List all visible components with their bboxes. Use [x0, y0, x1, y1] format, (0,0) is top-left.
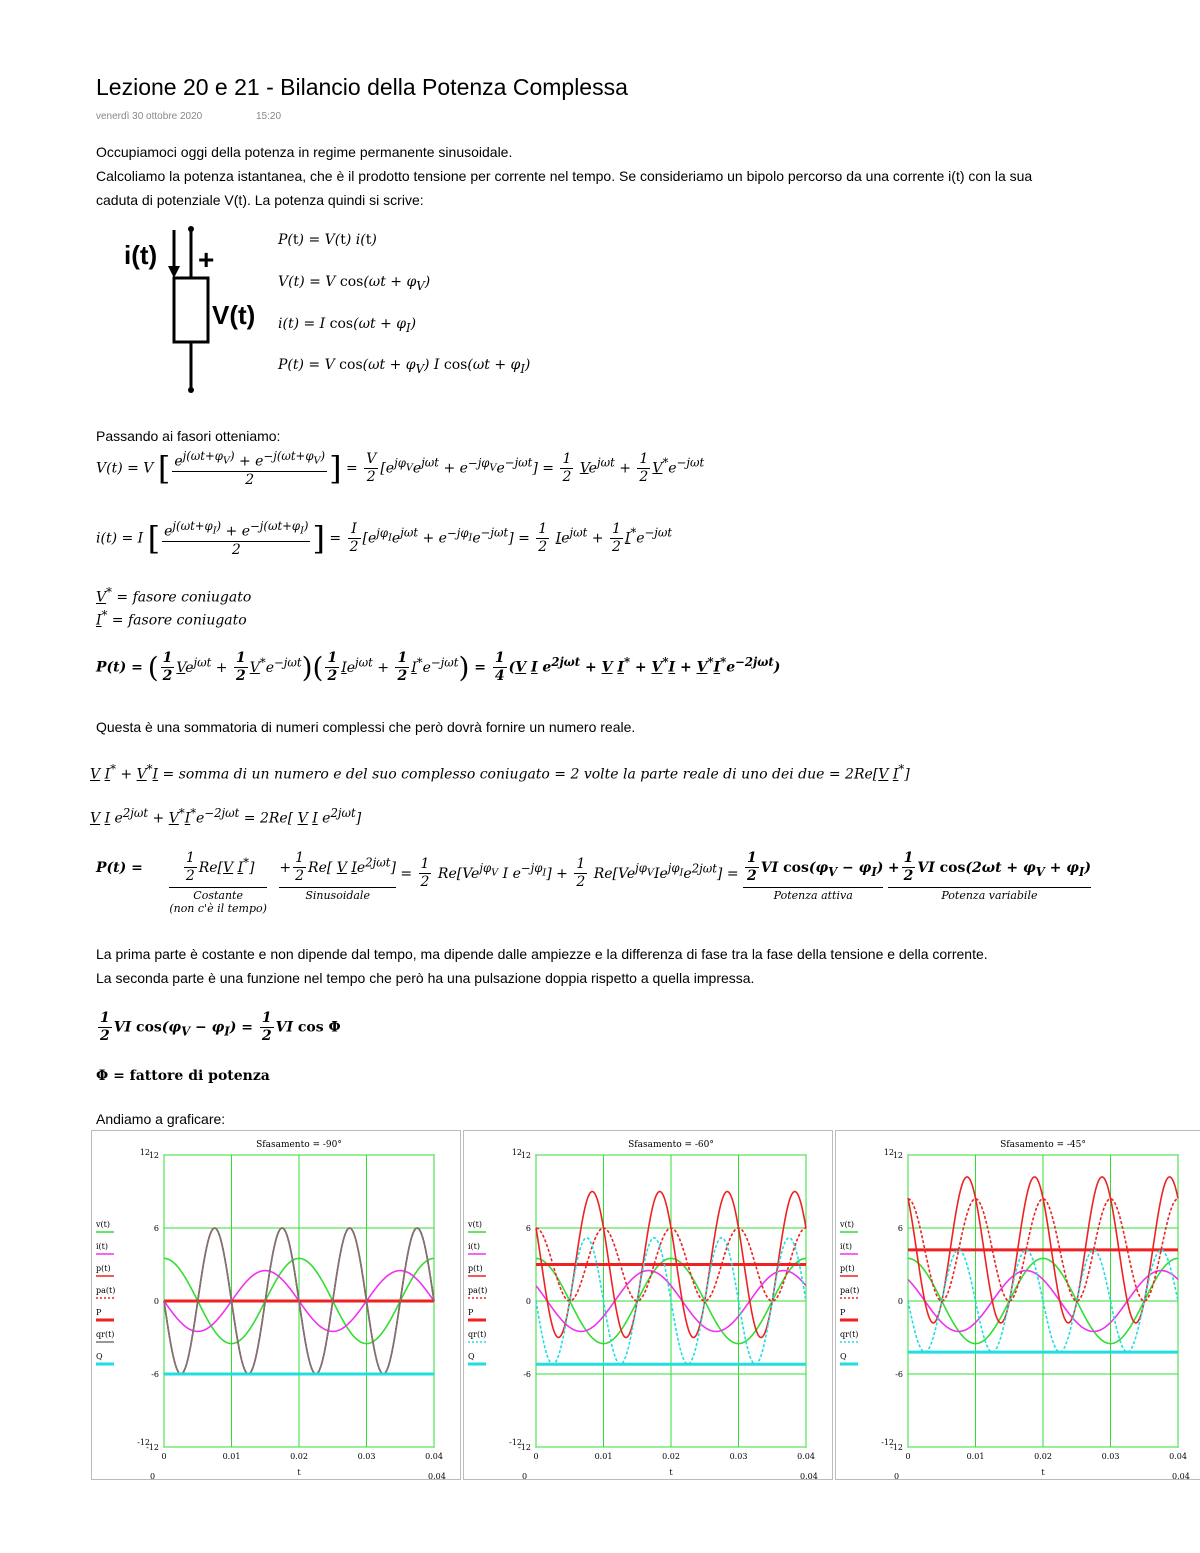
- para2-line: La seconda parte è una funzione nel tempo che però ha una pulsazione doppia rispetto a quella impressa.: [96, 970, 755, 986]
- y-corner-label: 12: [883, 1148, 894, 1157]
- label-potenza-attiva: Potenza attiva: [743, 887, 883, 902]
- para2-line: La prima parte è costante e non dipende dal tempo, ma dipende dalle ampiezze e la differenza di fase tra la fase della tensione e della corrente.: [96, 946, 988, 962]
- intro-line: Calcoliamo la potenza istantanea, che è il prodotto tensione per corrente nel tempo. Se consideriamo un bipolo percorso da una corrente i(t) con la sua: [96, 168, 1033, 184]
- legend-label: v(t): [96, 1220, 110, 1229]
- eq-sum-conjugate: V I* + V*I = somma di un numero e del suo complesso coniugato = 2 volte la parte reale di uno dei due = 2Re[V I*]: [90, 762, 910, 783]
- intro-line: caduta di potenziale V(t). La potenza quindi si scrive:: [96, 192, 424, 208]
- chart-svg: [464, 1131, 832, 1479]
- eq-cos-phi: $\frac{1}{2}$ VI $\cos(\varphi_V - \varphi_I)$ = $\frac{1}{2}$ VI cos Φ: [100, 1010, 341, 1044]
- current-label: i(t): [124, 240, 158, 270]
- x-tick-label: 0.02: [290, 1452, 308, 1461]
- y-tick-label: 0: [525, 1297, 531, 1306]
- voltage-label: V(t): [212, 300, 256, 330]
- eq-current-phasor: i(t) = I [ $\frac{e^{j(\omega t+\varphi_I)} + e^{-j(\omega t+\varphi_I)}}{2}$ ] = $\frac{I}{2}$ $[e^{j\varphi_I}e^{j\omega t} + e^{-j\varphi_I}e^{-j\omega t}]$ = $\frac{1}{2}$ $Ie^{j\omega t}$ + $\frac{1}{2}$ $I^*e^{-j\omega t}$: [96, 519, 673, 558]
- x-corner-label: 0.04: [800, 1472, 818, 1479]
- legend-label: Q: [468, 1352, 475, 1361]
- x-corner-label: 0: [894, 1472, 900, 1479]
- chart-panel-90: [91, 1130, 461, 1480]
- y-corner-label: 12: [139, 1148, 150, 1157]
- legend-label: P: [840, 1308, 846, 1317]
- x-tick-label: 0.03: [1101, 1452, 1120, 1461]
- eq-conjugate-voltage: V* = fasore coniugato: [96, 585, 252, 606]
- eq-power-expanded: P(t) = V $\cos(\omega t + \varphi_V)$ I $\cos(\omega t + \varphi_I)$: [278, 357, 531, 376]
- x-tick-label: 0: [161, 1452, 167, 1461]
- legend-label: p(t): [840, 1264, 855, 1273]
- legend-label: P: [96, 1308, 102, 1317]
- plus-label: +: [198, 244, 215, 275]
- chart-panel-60: [463, 1130, 833, 1480]
- plot-intro: Andiamo a graficare:: [96, 1111, 226, 1127]
- chart-panel-45: [835, 1130, 1200, 1480]
- x-tick-label: 0.02: [1034, 1452, 1052, 1461]
- eq-voltage-phasor: V(t) = V [ $\frac{e^{j(\omega t+\varphi_V)} + e^{-j(\omega t+\varphi_V)}}{2}$ ] = $\frac{V}{2}$ $[e^{j\varphi_V}e^{j\omega t} + e^{-j\varphi_V}e^{-j\omega t}]$ = $\frac{1}{2}$ $Ve^{j\omega t}$ + $\frac{1}{2}$ $V^*e^{-j\omega t}$: [96, 449, 705, 488]
- x-tick-label: 0.04: [425, 1452, 443, 1461]
- legend-label: i(t): [468, 1242, 481, 1251]
- chart-title: Sfasamento = -90°: [256, 1140, 342, 1150]
- legend-label: v(t): [468, 1220, 482, 1229]
- y-tick-label: 12: [148, 1151, 159, 1160]
- y-corner-label: -12: [881, 1438, 894, 1447]
- y-tick-label: 6: [897, 1224, 903, 1233]
- eq-power-factor: Φ = fattore di potenza: [96, 1068, 270, 1084]
- chart-svg: [92, 1131, 460, 1479]
- term-constant: $\frac{1}{2}$ Re[V I*] Costante (non c'è il tempo): [169, 850, 267, 915]
- legend-label: p(t): [96, 1264, 111, 1273]
- legend-label: P: [468, 1308, 474, 1317]
- y-tick-label: -6: [151, 1370, 159, 1379]
- x-tick-label: 0.03: [357, 1452, 376, 1461]
- y-tick-label: 0: [153, 1297, 159, 1306]
- eq-current-time: i(t) = I $\cos(\omega t + \varphi_I)$: [278, 316, 417, 335]
- x-tick-label: 0.01: [966, 1452, 985, 1461]
- term-variable-power: + $\frac{1}{2}$ VI $\cos(2\omega t + \varphi_V + \varphi_I)$ Potenza variabile: [887, 850, 1091, 902]
- x-tick-label: 0.04: [797, 1452, 815, 1461]
- label-sinusoidale: Sinusoidale: [279, 887, 396, 902]
- y-tick-label: 0: [897, 1297, 903, 1306]
- y-tick-label: -12: [518, 1443, 531, 1452]
- eq-power-product: P(t) = V(t) i(t): [278, 232, 377, 248]
- chart-title: Sfasamento = -45°: [1000, 1140, 1086, 1150]
- x-tick-label: 0.01: [222, 1452, 241, 1461]
- x-corner-label: 0.04: [428, 1472, 446, 1479]
- legend-label: pa(t): [468, 1286, 488, 1295]
- legend-label: p(t): [468, 1264, 483, 1273]
- y-tick-label: -12: [146, 1443, 159, 1452]
- page-title: Lezione 20 e 21 - Bilancio della Potenza Complessa: [96, 74, 628, 100]
- x-tick-label: 0.03: [729, 1452, 748, 1461]
- legend-label: qr(t): [96, 1330, 115, 1339]
- x-axis-label: t: [297, 1468, 301, 1477]
- label-potenza-variabile: Potenza variabile: [888, 887, 1091, 902]
- y-tick-label: 6: [153, 1224, 159, 1233]
- eq-conjugate-current: I* = fasore coniugato: [96, 608, 247, 629]
- y-tick-label: 12: [892, 1151, 903, 1160]
- x-tick-label: 0: [905, 1452, 911, 1461]
- x-axis-label: t: [669, 1468, 673, 1477]
- eq-power-phasor-product: P(t) = ( $\frac{1}{2}$ $Ve^{j\omega t}$ + $\frac{1}{2}$ $V^*e^{-j\omega t}$)( $\frac{1}{2}$ $Ie^{j\omega t}$ + $\frac{1}{2}$ $I^*e^{-j\omega t}$) = $\frac{1}{4}$ (V I $e^{2j\omega t} + V$ $I^* + V^*I + V^*I^*e^{-2j\omega t}$): [96, 650, 781, 684]
- legend-label: Q: [840, 1352, 847, 1361]
- x-corner-label: 0: [150, 1472, 156, 1479]
- eq-voltage-time: V(t) = V $\cos(\omega t + \varphi_V)$: [278, 274, 431, 293]
- legend-label: qr(t): [840, 1330, 859, 1339]
- sum-paragraph: Questa è una sommatoria di numeri complessi che però dovrà fornire un numero reale.: [96, 719, 636, 735]
- legend-label: v(t): [840, 1220, 854, 1229]
- para2: [96, 942, 1186, 990]
- y-corner-label: -12: [137, 1438, 150, 1447]
- y-tick-label: 6: [525, 1224, 531, 1233]
- x-tick-label: 0: [533, 1452, 539, 1461]
- legend-label: i(t): [96, 1242, 109, 1251]
- y-tick-label: -6: [523, 1370, 531, 1379]
- x-tick-label: 0.01: [594, 1452, 613, 1461]
- term-sinusoidal: + $\frac{1}{2}$ Re[ V $Ie^{2j\omega t}$] Sinusoidale: [279, 850, 396, 902]
- legend-label: pa(t): [840, 1286, 860, 1295]
- page-time: 15:20: [256, 111, 282, 122]
- x-axis-label: t: [1041, 1468, 1045, 1477]
- x-corner-label: 0.04: [1172, 1472, 1190, 1479]
- y-tick-label: -6: [895, 1370, 903, 1379]
- legend-label: qr(t): [468, 1330, 487, 1339]
- y-corner-label: 12: [511, 1148, 522, 1157]
- legend-label: pa(t): [96, 1286, 116, 1295]
- chart-svg: [836, 1131, 1198, 1479]
- legend-label: i(t): [840, 1242, 853, 1251]
- y-corner-label: -12: [509, 1438, 522, 1447]
- x-tick-label: 0.04: [1169, 1452, 1187, 1461]
- phasor-intro: Passando ai fasori otteniamo:: [96, 428, 281, 444]
- intro-line: Occupiamoci oggi della potenza in regime permanente sinusoidale.: [96, 144, 513, 160]
- legend-label: Q: [96, 1352, 103, 1361]
- eq-power-final: P(t) = $\frac{1}{2}$ Re[V I*] Costante (non c'è il tempo) + $\frac{1}{2}$ Re[ V $Ie^{2j\omega t}$] Sinusoidale = $\frac{1}{2}$ $Re[Ve^{j\varphi_V}$ I $e^{-j\varphi_I}$] + $\frac{1}{2}$ $Re[Ve^{j\varphi_V}Ie^{j\varphi_I}e^{2j\omega t}]$ = $\frac{1}{2}$ VI $\cos(\varphi_V - \varphi_I)$ Potenza attiva + $\frac{1}{2}$ VI $\cos(2\omega t + \varphi_V + \varphi_I)$ Potenza variabile: [96, 850, 1091, 915]
- x-corner-label: 0: [522, 1472, 528, 1479]
- x-tick-label: 0.02: [662, 1452, 680, 1461]
- y-tick-label: 12: [520, 1151, 531, 1160]
- y-tick-label: -12: [890, 1443, 903, 1452]
- term-active-power: $\frac{1}{2}$ VI $\cos(\varphi_V - \varphi_I)$ Potenza attiva: [743, 850, 883, 902]
- label-costante: Costante: [169, 887, 267, 902]
- label-costante-sub: (non c'è il tempo): [169, 902, 267, 915]
- page-date: venerdì 30 ottobre 2020: [96, 111, 203, 122]
- chart-title: Sfasamento = -60°: [628, 1140, 714, 1150]
- intro-paragraph: [96, 140, 1186, 212]
- eq-sum-variable: V I $e^{2j\omega t} + V^*I^*e^{-2j\omega t} = 2Re$[ V I $e^{2j\omega t}$]: [90, 806, 362, 827]
